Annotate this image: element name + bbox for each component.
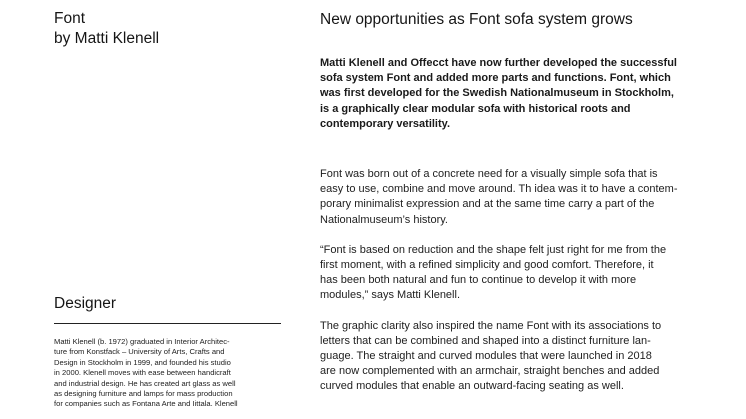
product-name: Font — [54, 10, 86, 27]
body-line: curved modules that enable an outward-facing seating as well. — [320, 380, 624, 393]
bio-line: ture from Konstfack – University of Arts, Crafts and — [54, 347, 225, 357]
designer-divider — [54, 323, 281, 324]
body-line: easy to use, combine and move around. Th idea was it to have a contem- — [320, 183, 678, 196]
bio-line: in 2000. Klenell moves with ease between handicraft — [54, 368, 231, 378]
article-body — [320, 167, 700, 410]
bio-line: and industrial design. He has created art glass as well — [54, 378, 236, 388]
lead-line: was first developed for the Swedish Nationalmuseum in Stockholm, — [320, 87, 674, 100]
body-line: The graphic clarity also inspired the name Font with its associations to — [320, 319, 662, 332]
body-paragraph-3 — [320, 319, 700, 395]
body-line: guage. The straight and curved modules that were launched in 2018 — [320, 350, 652, 363]
body-line: modules,” says Matti Klenell. — [320, 289, 460, 302]
body-paragraph-2 — [320, 243, 700, 304]
body-line: first moment, with a refined simplicity and good comfort. Therefore, it — [320, 259, 654, 272]
body-line: has been both natural and fun to continue to develop it with more — [320, 274, 637, 287]
article-heading: New opportunities as Font sofa system grows — [320, 11, 633, 28]
bio-line: Matti Klenell (b. 1972) graduated in Interior Architec- — [54, 337, 230, 346]
body-paragraph-1 — [320, 167, 700, 228]
lead-line: is a graphically clear modular sofa with historical roots and — [320, 102, 631, 115]
lead-line: Matti Klenell and Offecct have now further developed the successful — [320, 57, 677, 69]
body-line: letters that can be combined and shaped into a distinct furniture lan- — [320, 334, 651, 347]
body-line: Nationalmuseum’s history. — [320, 213, 448, 226]
lead-line: contemporary versatility. — [320, 117, 451, 130]
article-lead — [320, 56, 700, 132]
body-line: “Font is based on reduction and the shape felt just right for me from the — [320, 243, 667, 256]
body-line: porary minimalist expression and at the same time carry a part of the — [320, 198, 655, 211]
product-byline: by Matti Klenell — [54, 30, 160, 47]
bio-line: for companies such as Fontana Arte and Iittala. Klenell — [54, 399, 238, 409]
body-line: Font was born out of a concrete need for a visually simple sofa that is — [320, 168, 658, 180]
product-title — [54, 9, 284, 49]
body-line: are now complemented with an armchair, straight benches and added — [320, 365, 660, 378]
bio-line: as designing furniture and lamps for mass production — [54, 389, 233, 399]
designer-heading: Designer — [54, 295, 117, 312]
designer-bio — [54, 337, 282, 410]
bio-line: Design in Stockholm in 1999, and founded his studio — [54, 357, 231, 367]
lead-line: sofa system Font and added more parts and functions. Font, which — [320, 72, 671, 85]
